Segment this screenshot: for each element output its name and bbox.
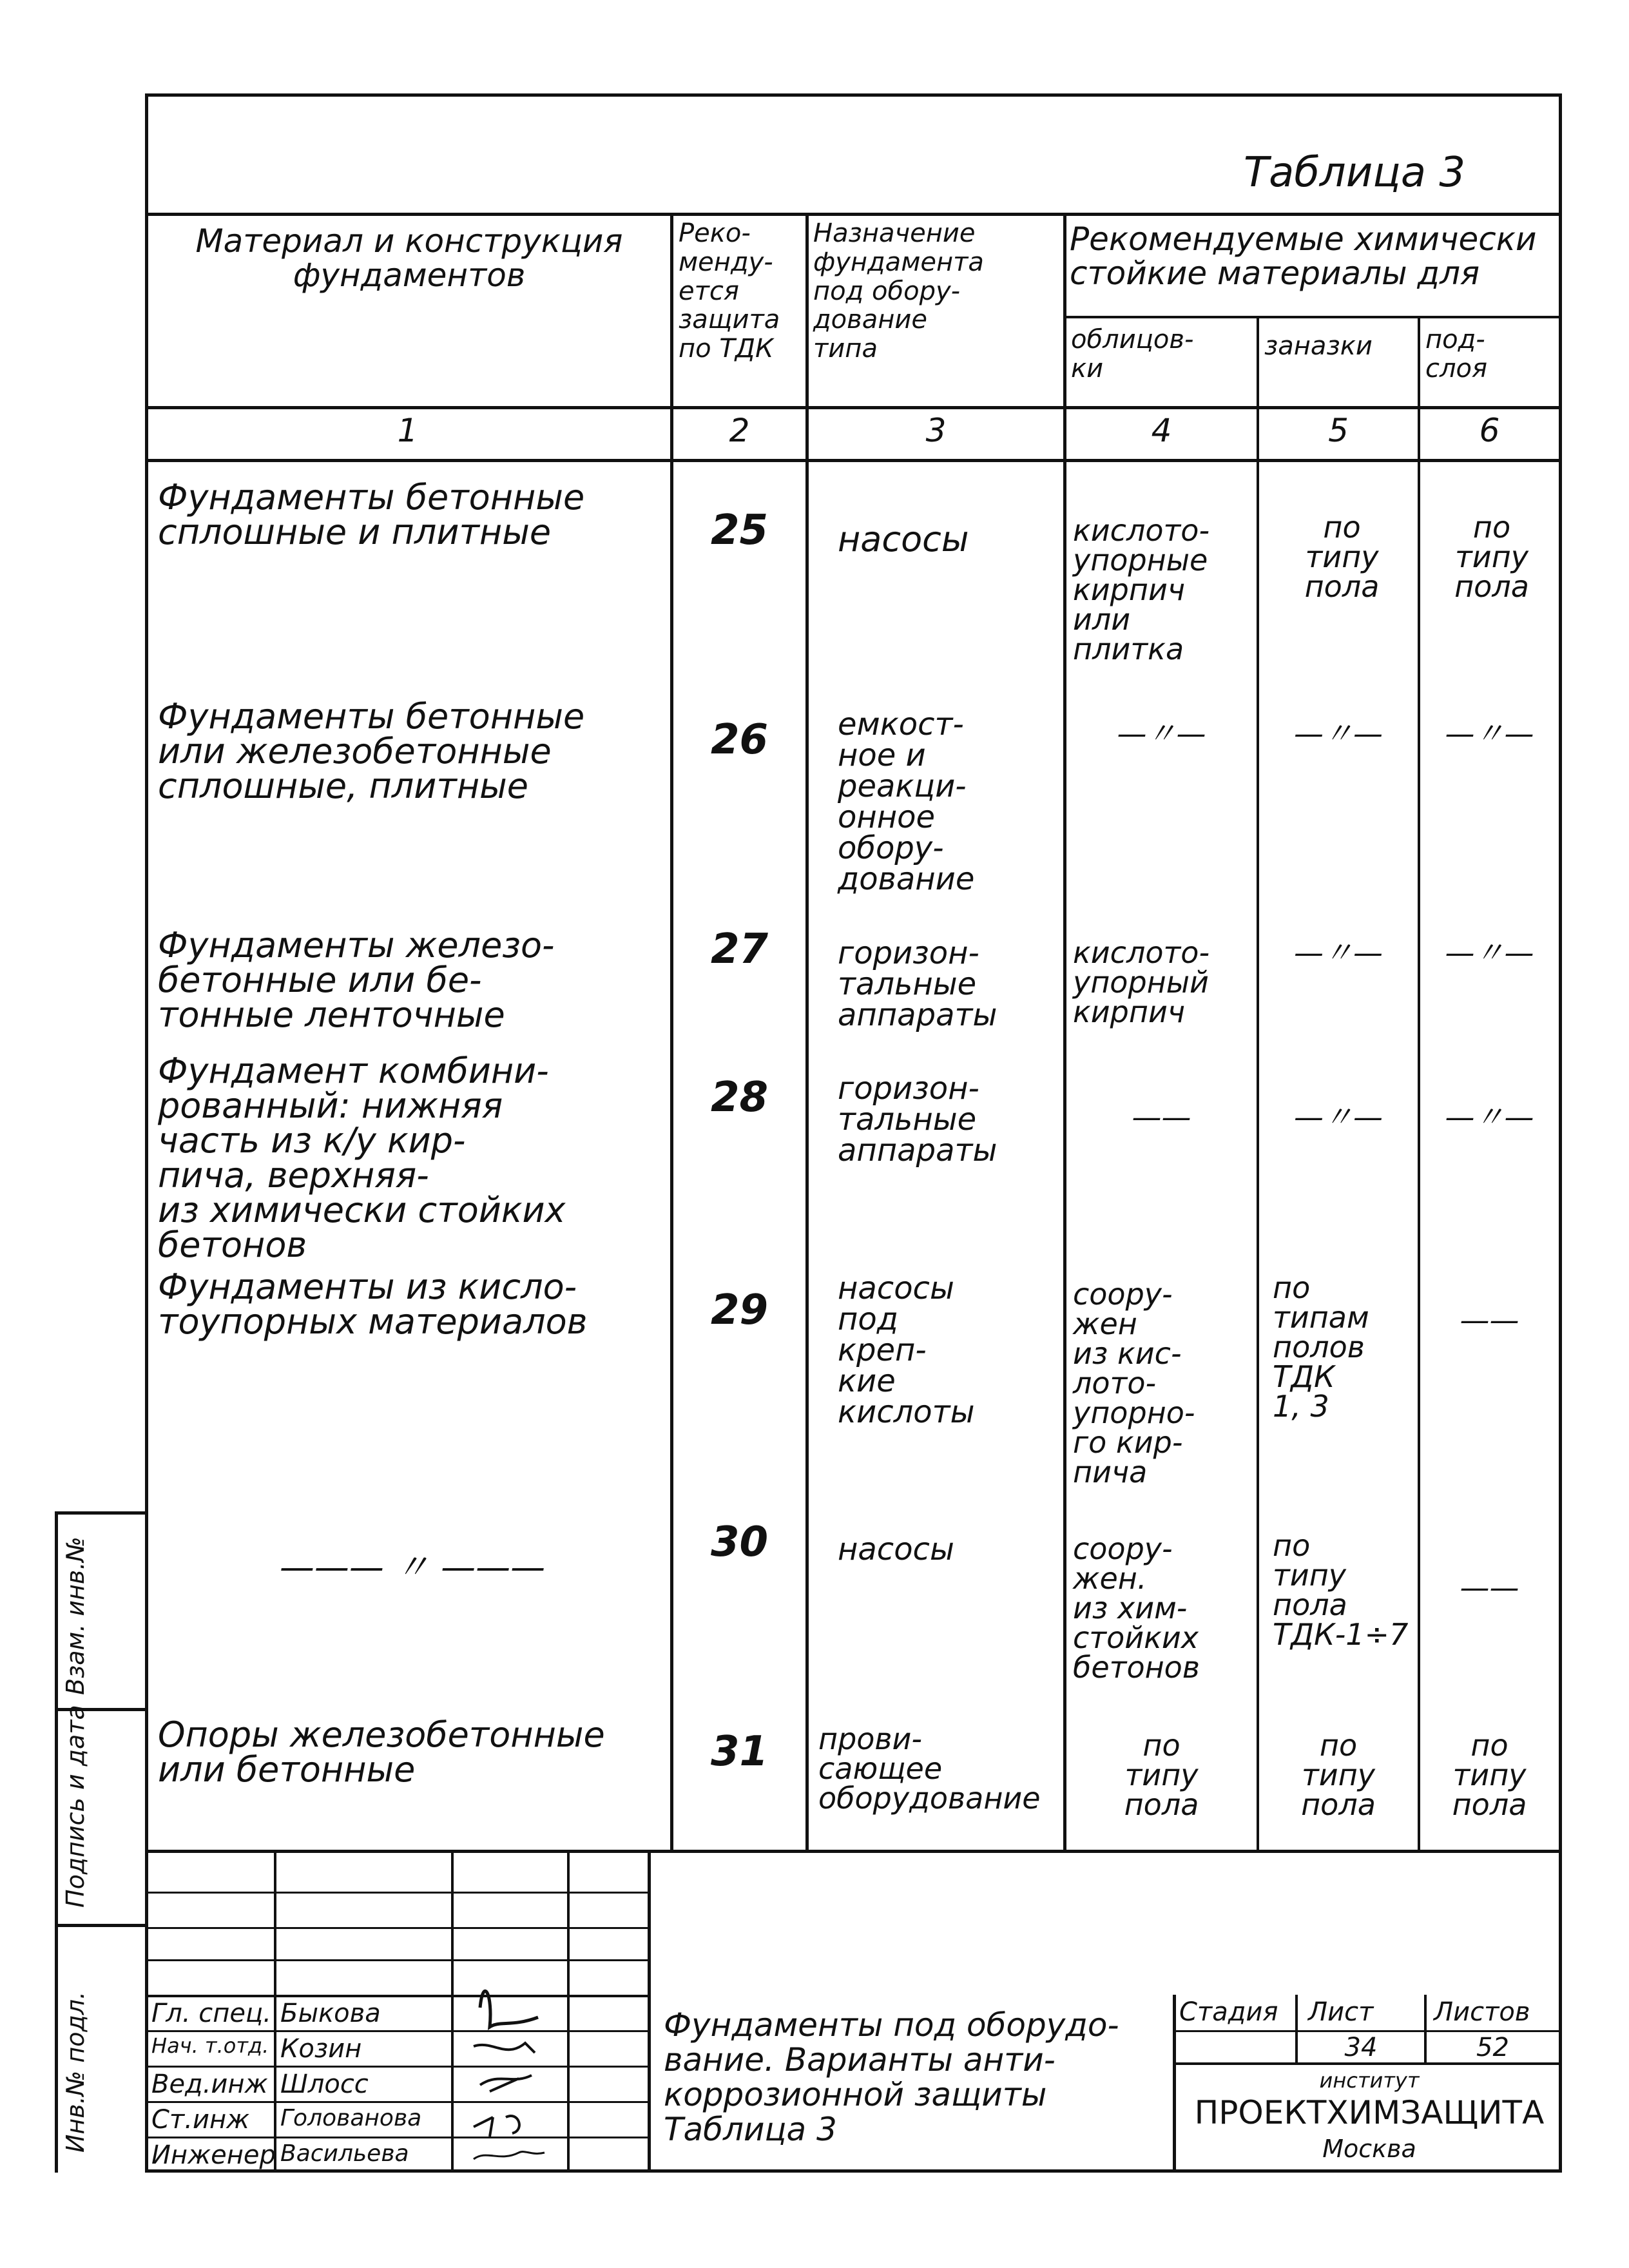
- stamp-sheets-total: 52: [1476, 2033, 1509, 2062]
- col-number-3: 3: [925, 412, 947, 449]
- row-27-sublayer: —〃—: [1445, 935, 1534, 970]
- stamp-right-rule-1: [1173, 2030, 1562, 2032]
- side-label-inv-repl: Взам. инв.№: [61, 1536, 90, 1695]
- stamp-name-1: Быкова: [280, 1999, 381, 2028]
- row-29-protection: 29: [710, 1286, 769, 1334]
- stamp-role-3: Вед.инж: [151, 2069, 268, 2099]
- stamp-city: Москва: [1322, 2135, 1416, 2163]
- header-top-rule: [145, 213, 1562, 216]
- row-29-grout: по типам полов ТДК 1, 3: [1273, 1270, 1369, 1424]
- row-29-lining: соору- жен из кис- лото- упорно- го кир- пича: [1073, 1277, 1195, 1489]
- stamp-row-rule-1: [145, 1892, 648, 1894]
- header-sublayer: под- слоя: [1425, 325, 1488, 383]
- row-28-lining: ——: [1132, 1100, 1191, 1134]
- header-purpose: Назначение фундамента под обору- дование типа: [813, 218, 984, 364]
- table-label: Таблица 3: [1244, 149, 1466, 197]
- row-25-sublayer: по типу пола: [1454, 510, 1529, 604]
- stamp-name-3: Шлосс: [280, 2069, 369, 2099]
- stamp-row-rule-8: [145, 2137, 648, 2138]
- side-strip-divider-2: [55, 1924, 148, 1927]
- stamp-col-divider-2: [451, 1850, 454, 2172]
- stamp-row-rule-2: [145, 1927, 648, 1929]
- row-29-material: Фундаменты из кисло- тоупорных материалов: [158, 1266, 588, 1342]
- col-number-4: 4: [1151, 412, 1172, 449]
- col-numbers-rule: [145, 459, 1562, 462]
- stamp-col-divider-3: [567, 1850, 570, 2172]
- stamp-main-divider: [648, 1850, 651, 2172]
- row-25-lining: кислото- упорные кирпич или плитка: [1073, 513, 1210, 666]
- stamp-sheets-label: Листов: [1434, 1997, 1530, 2027]
- col-divider-2: [805, 213, 809, 1851]
- row-31-lining: по типу пола: [1124, 1728, 1199, 1822]
- row-25-material: Фундаменты бетонные сплошные и плитные: [158, 477, 585, 552]
- row-31-material: Опоры железобетонные или бетонные: [158, 1714, 605, 1790]
- row-28-sublayer: —〃—: [1445, 1100, 1534, 1134]
- col-number-2: 2: [729, 412, 750, 449]
- stamp-col-divider-1: [274, 1850, 276, 2172]
- side-label-inv-orig: Инв.№ подл.: [61, 1991, 90, 2153]
- row-31-sublayer: по типу пола: [1452, 1728, 1527, 1822]
- row-25-grout: по типу пола: [1304, 510, 1380, 604]
- header-materials-group: Рекомендуемые химически стойкие материалы для: [1070, 220, 1537, 292]
- stamp-institute: ПРОЕКТХИМЗАЩИТА: [1194, 2094, 1545, 2131]
- row-26-grout: —〃—: [1294, 716, 1383, 751]
- col-divider-4: [1257, 316, 1259, 1851]
- stamp-row-rule-5: [145, 2030, 648, 2032]
- stamp-role-4: Ст.инж: [151, 2105, 250, 2135]
- header-grout: заназки: [1264, 331, 1373, 361]
- header-lining: облицов- ки: [1071, 325, 1194, 383]
- stamp-stage-label: Стадия: [1179, 1997, 1278, 2027]
- row-26-material: Фундаменты бетонные или железобетонные сплошные, плитные: [158, 696, 585, 806]
- row-27-protection: 27: [710, 926, 769, 973]
- col-divider-1: [670, 213, 673, 1851]
- stamp-sheet-label: Лист: [1308, 1997, 1374, 2027]
- row-29-sublayer: ——: [1460, 1303, 1519, 1337]
- stamp-role-5: Инженер: [151, 2140, 276, 2170]
- row-30-sublayer: ——: [1460, 1570, 1519, 1605]
- col-number-6: 6: [1479, 412, 1500, 449]
- row-26-protection: 26: [710, 716, 769, 764]
- stamp-right-rule-2: [1173, 2062, 1562, 2065]
- stamp-institute-label: институт: [1319, 2068, 1420, 2093]
- header-protection: Реко- менду- ется защита по ТДК: [679, 218, 780, 364]
- row-26-sublayer: —〃—: [1445, 716, 1534, 751]
- row-27-purpose: горизон- тальные аппараты: [838, 935, 998, 1033]
- row-26-lining: —〃—: [1117, 716, 1206, 751]
- row-30-purpose: насосы: [838, 1531, 954, 1567]
- stamp-row-rule-3: [145, 1959, 648, 1961]
- row-29-purpose: насосы под креп- кие кислоты: [838, 1270, 975, 1430]
- header-bottom-rule: [145, 406, 1562, 409]
- stamp-name-5: Васильева: [280, 2140, 409, 2167]
- stamp-role-2: Нач. т.отд.: [151, 2033, 269, 2058]
- subheader-rule: [1063, 316, 1562, 318]
- row-28-protection: 28: [710, 1074, 769, 1121]
- stamp-role-1: Гл. спец.: [151, 1999, 271, 2028]
- row-30-material: ——— 〃 ———: [279, 1547, 546, 1587]
- signatures-graphic: [454, 1956, 567, 2172]
- row-31-grout: по типу пола: [1301, 1728, 1376, 1822]
- stamp-row-rule-7: [145, 2101, 648, 2103]
- table-bottom-rule: [145, 1850, 1562, 1853]
- col-divider-3: [1063, 213, 1066, 1851]
- row-26-purpose: емкост- ное и реакци- онное обору- дование: [838, 706, 975, 897]
- row-30-lining: соору- жен. из хим- стойких бетонов: [1073, 1531, 1200, 1685]
- stamp-row-rule-6: [145, 2066, 648, 2068]
- row-27-material: Фундаменты железо- бетонные или бе- тонные ленточные: [158, 925, 555, 1035]
- col-number-5: 5: [1328, 412, 1349, 449]
- stamp-name-2: Козин: [280, 2034, 362, 2064]
- row-28-material: Фундамент комбини- рованный: нижняя часть из к/у кир- пича, верхняя- из химически стойких бетонов: [158, 1051, 566, 1265]
- side-strip-border: [55, 1511, 58, 2173]
- stamp-row-rule-4: [145, 1995, 648, 1997]
- col-divider-5: [1418, 316, 1420, 1851]
- row-27-grout: —〃—: [1294, 935, 1383, 970]
- col-number-1: 1: [397, 412, 418, 449]
- row-30-grout: по типу пола ТДК-1÷7: [1273, 1528, 1409, 1652]
- header-material: Материал и конструкция фундаментов: [195, 222, 623, 294]
- row-25-protection: 25: [710, 507, 769, 554]
- stamp-sheet-number: 34: [1344, 2033, 1378, 2062]
- row-30-protection: 30: [710, 1518, 769, 1566]
- row-31-protection: 31: [710, 1728, 769, 1776]
- row-25-purpose: насосы: [838, 519, 969, 559]
- row-28-purpose: горизон- тальные аппараты: [838, 1071, 998, 1168]
- stamp-name-4: Голованова: [280, 2105, 422, 2131]
- row-27-lining: кислото- упорный кирпич: [1073, 935, 1210, 1029]
- row-31-purpose: прови- сающее оборудование: [818, 1721, 1041, 1816]
- stamp-drawing-title: Фундаменты под оборудо- вание. Варианты анти- коррозионной защиты Таблица 3: [664, 2006, 1119, 2148]
- side-strip-top: [55, 1511, 148, 1515]
- row-28-grout: —〃—: [1294, 1100, 1383, 1134]
- side-label-sign-date: Подпись и дата: [61, 1705, 90, 1908]
